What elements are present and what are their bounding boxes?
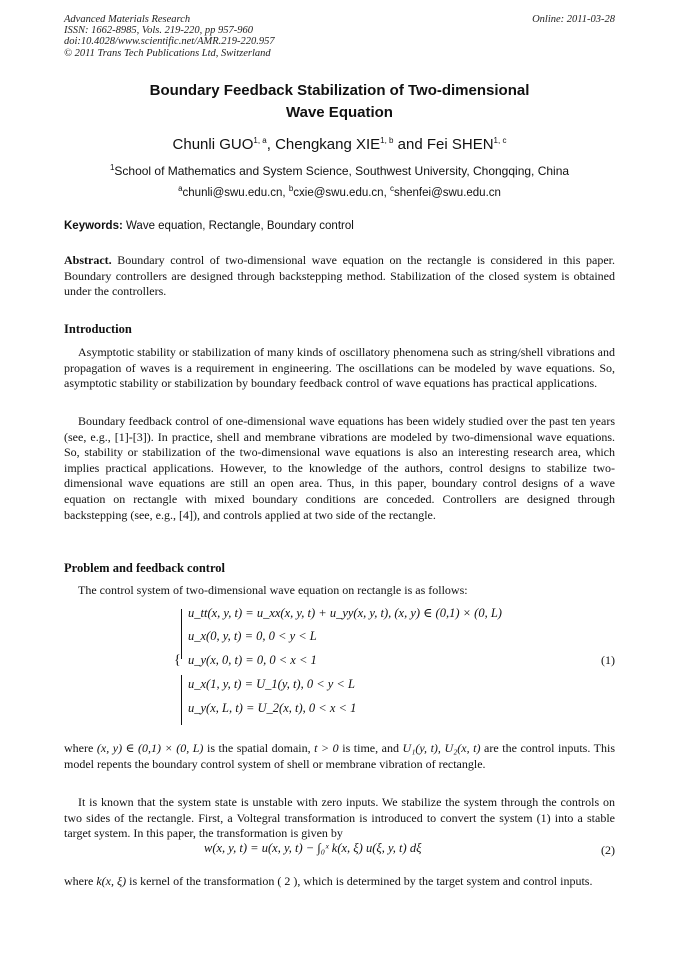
separator: , — [266, 136, 271, 153]
title-line-2: Wave Equation — [286, 104, 393, 121]
section-heading-introduction: Introduction — [64, 322, 132, 336]
text: is time, and — [342, 741, 399, 755]
math-inline: t > 0 — [314, 741, 339, 755]
text: is the spatial domain, — [206, 741, 311, 755]
keywords — [64, 220, 615, 232]
text: where — [64, 874, 94, 888]
email-b[interactable]: cxie@swu.edu.cn, — [293, 186, 387, 199]
email-c-marker: c — [389, 184, 394, 193]
abstract-label: Abstract. — [64, 253, 112, 267]
equation-number-1: (1) — [601, 653, 615, 667]
math-inline: U₁(y, t), U₂(x, t) — [402, 741, 481, 755]
online-date: Online: 2011-03-28 — [532, 14, 615, 25]
doi-line: doi:10.4028/www.scientific.net/AMR.219-220.957 — [64, 36, 275, 48]
author-3: and Fei SHEN — [397, 136, 494, 153]
author-1: Chunli GUO — [172, 136, 254, 153]
math-inline: (x, y) ∈ (0,1) × (0, L) — [96, 741, 204, 755]
section-heading-problem: Problem and feedback control — [64, 561, 225, 575]
text: are the control inputs. This model repents the boundary control system of shell or membrane vibration of rectangle. — [64, 741, 615, 771]
journal-header — [64, 14, 615, 59]
where-paragraph-2 — [64, 874, 615, 890]
text: where — [64, 741, 94, 755]
copyright-line: © 2011 Trans Tech Publications Ltd, Switzerland — [64, 47, 271, 59]
email-list — [64, 184, 615, 199]
equation-line: u_x(0, y, t) = 0, 0 < y < L — [188, 629, 317, 643]
where-paragraph-1 — [64, 741, 615, 772]
affiliation — [64, 163, 615, 178]
unstable-paragraph: It is known that the system state is unstable with zero inputs. We stabilize the system through the controls on two sides of the rectangle. First, a Voltegral transformation is introduced to convert the system (1) into a stable target system. In this paper, the transformation is given by — [64, 795, 615, 841]
intro-paragraph-2: Boundary feedback control of one-dimensional wave equations has been widely studied over the past ten years (see, e.g., [1]-[3]). In practice, shell and membrane vibrations are modeled by two-dimensional wave equations. So, stability or stabilization of the two-dimensional wave equations is also an interesting research area, which implies practical applications. However, to the knowledge of the authors, control designs to stabilize two-dimensional wave equations are still an open area. Thus, in this paper, boundary control designs of a wave equation on rectangle with mixed boundary conditions are conceded. Controllers are designed through backstepping (see, e.g., [4]), and controls applied at two side of the rectangle. — [64, 414, 615, 522]
problem-intro: The control system of two-dimensional wave equation on rectangle is as follows: — [78, 583, 468, 597]
intro-paragraph-1: Asymptotic stability or stabilization of many kinds of oscillatory phenomena such as string/shell vibrations and propagation of waves is a requirement in engineering. The oscillations can be modeled by wave equations. So, asymptotic stability or stabilization by boundary feedback control of wave equations has practical applications. — [64, 345, 615, 391]
author-list — [64, 136, 615, 153]
keywords-text: Wave equation, Rectangle, Boundary control — [126, 220, 354, 232]
abstract — [64, 253, 615, 300]
keywords-label: Keywords: — [64, 220, 123, 232]
email-b-marker: b — [288, 184, 294, 193]
equation-line: u_x(1, y, t) = U_1(y, t), 0 < y < L — [188, 677, 355, 691]
equation-line: u_y(x, L, t) = U_2(x, t), 0 < x < 1 — [188, 701, 357, 715]
author-1-affil: 1, a — [253, 136, 267, 145]
affiliation-marker: 1 — [109, 163, 115, 172]
journal-name: Advanced Materials Research — [64, 14, 191, 25]
title-line-1: Boundary Feedback Stabilization of Two-dimensional — [149, 82, 530, 99]
equation-2-body: w(x, y, t) = u(x, y, t) − ∫₀ˣ k(x, ξ) u(ξ, y, t) dξ — [204, 841, 422, 855]
author-2-affil: 1, b — [380, 136, 394, 145]
affiliation-text: School of Mathematics and System Science, Southwest University, Chongqing, China — [114, 164, 570, 178]
text: is kernel of the transformation ( 2 ), which is determined by the target system and control inputs. — [129, 874, 593, 888]
equation-number-2: (2) — [601, 843, 615, 857]
author-3-affil: 1, c — [493, 136, 507, 145]
author-2: Chengkang XIE — [275, 136, 381, 153]
paper-title — [64, 80, 615, 124]
equation-system-1: { u_tt(x, y, t) = u_xx(x, y, t) + u_yy(x, y, t), (x, y) ∈ (0,1) × (0, L) u_x(0, y, t) = 0, 0 < y < L u_y(x, 0, t) = 0, 0 < x < 1 u_x(1, y, t) = U_1(y, t), 0 < y < L u_y(x, L, t) = U_2(x, t), 0 < x < 1 (1) — [178, 603, 615, 733]
issn-line: ISSN: 1662-8985, Vols. 219-220, pp 957-960 — [64, 25, 253, 37]
email-a[interactable]: chunli@swu.edu.cn, — [182, 186, 286, 199]
equation-2 — [64, 841, 615, 865]
email-c[interactable]: shenfei@swu.edu.cn — [393, 186, 501, 199]
equation-line: u_tt(x, y, t) = u_xx(x, y, t) + u_yy(x, y, t), (x, y) ∈ (0,1) × (0, L) — [188, 606, 502, 620]
email-a-marker: a — [178, 184, 183, 193]
abstract-text: Boundary control of two-dimensional wave equation on the rectangle is considered in this paper. Boundary controllers are designed through backstepping method. Stabilization of the closed system is obtained under the controllers. — [64, 253, 616, 299]
math-inline: k(x, ξ) — [96, 874, 127, 888]
equation-line: u_y(x, 0, t) = 0, 0 < x < 1 — [188, 653, 317, 667]
